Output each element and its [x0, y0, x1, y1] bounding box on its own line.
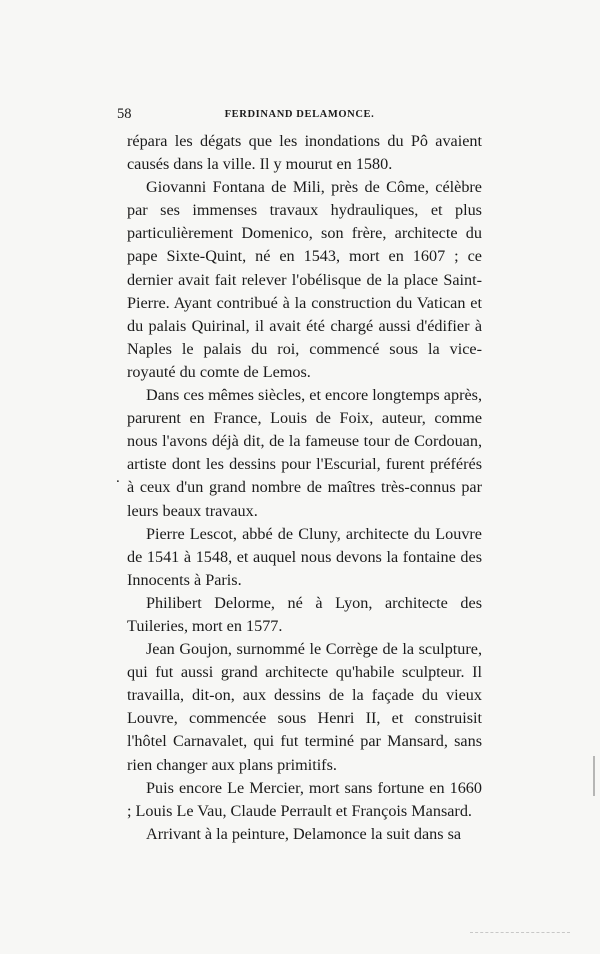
- body-text: [127, 130, 482, 846]
- paragraph-5: Philibert Delorme, né à Lyon, architecte des Tuileries, mort en 1577.: [127, 593, 482, 635]
- paragraph-2: Giovanni Fontana de Mili, près de Côme, célèbre par ses immenses travaux hydrauliques, et plus particulièrement Domenico, son frère, architecte du pape Sixte-Quint, né en 1543, mort en 1607 ; ce dernier avait fait relever l'obélisque de la place Saint-Pierre. Ayant contribué à la construction du Vatican et du palais Quirinal, il avait été chargé aussi d'édifier à Naples le palais du roi, commencé sous la vice-royauté du comte de Lemos.: [127, 178, 482, 381]
- ink-speck: .: [116, 470, 120, 486]
- scan-bottom-artifact: [470, 932, 570, 934]
- paragraph-4: Pierre Lescot, abbé de Cluny, architecte du Louvre de 1541 à 1548, et auquel nous devons la fontaine des Innocents à Paris.: [127, 524, 482, 589]
- paragraph-8: Arrivant à la peinture, Delamonce la suit dans sa: [146, 824, 462, 843]
- paragraph-1: répara les dégats que les inondations du Pô avaient causés dans la ville. Il y mourut en 1580.: [127, 132, 482, 174]
- running-head: [117, 106, 482, 124]
- paragraph-3: Dans ces mêmes siècles, et encore longtemps après, parurent en France, Louis de Foix, auteur, comme nous l'avons déjà dit, de la fameuse tour de Cordouan, artiste dont les dessins pour l'Escurial, furent préférés à ceux d'un grand nombre de maîtres très-connus par leurs beaux travaux.: [127, 386, 482, 520]
- page-number: 58: [117, 106, 132, 122]
- paragraph-6: Jean Goujon, surnommé le Corrège de la sculpture, qui fut aussi grand architecte qu'habile sculpteur. Il travailla, dit-on, aux dessins de la façade du vieux Louvre, commencée sous Henri II, et construisit l'hôtel Carnavalet, qui fut terminé par Mansard, sans rien changer aux plans primitifs.: [127, 640, 482, 774]
- running-title: FERDINAND DELAMONCE.: [224, 109, 375, 120]
- scan-edge-mark: [593, 756, 595, 796]
- paragraph-7: Puis encore Le Mercier, mort sans fortune en 1660 ; Louis Le Vau, Claude Perrault et François Mansard.: [127, 778, 482, 820]
